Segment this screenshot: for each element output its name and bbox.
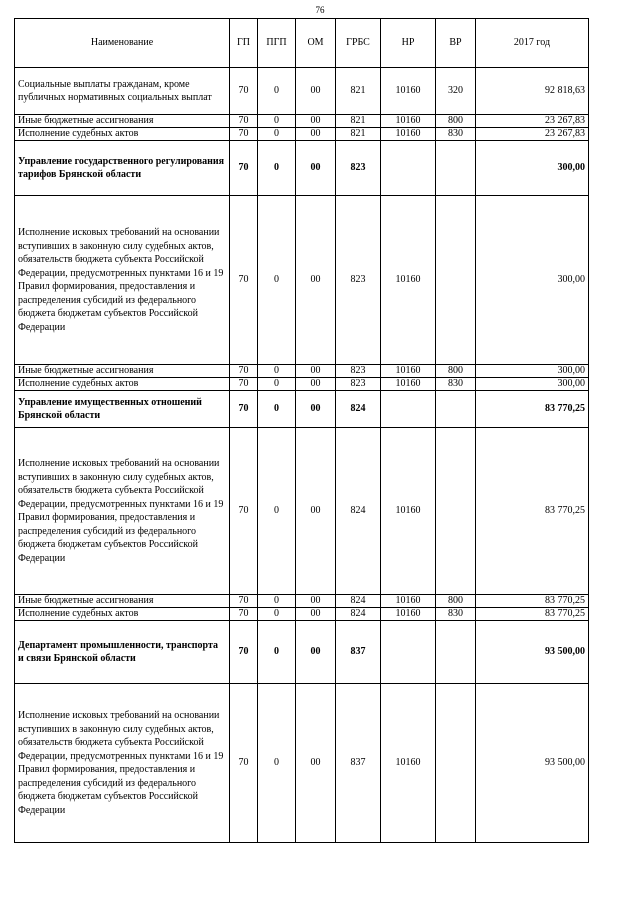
- cell-gp: 70: [230, 128, 258, 141]
- table-row: [15, 365, 589, 378]
- cell-name: Иные бюджетные ассигнования: [15, 365, 230, 378]
- cell-amount: 93 500,00: [476, 684, 589, 843]
- cell-gp: 70: [230, 115, 258, 128]
- cell-nr: 10160: [381, 68, 436, 115]
- header-name: Наименование: [15, 19, 230, 68]
- cell-vr: 830: [436, 608, 476, 621]
- cell-nr: [381, 391, 436, 428]
- table-row-section: [15, 621, 589, 684]
- table-row: [15, 378, 589, 391]
- cell-grbs: 824: [336, 428, 381, 595]
- header-om: ОМ: [296, 19, 336, 68]
- cell-amount: 83 770,25: [476, 608, 589, 621]
- cell-name: Департамент промышленности, транспорта и связи Брянской области: [15, 621, 230, 684]
- cell-amount: 92 818,63: [476, 68, 589, 115]
- cell-pgp: 0: [258, 196, 296, 365]
- cell-grbs: 824: [336, 595, 381, 608]
- cell-pgp: 0: [258, 608, 296, 621]
- cell-gp: 70: [230, 684, 258, 843]
- cell-om: 00: [296, 608, 336, 621]
- cell-grbs: 821: [336, 115, 381, 128]
- cell-pgp: 0: [258, 621, 296, 684]
- header-nr: НР: [381, 19, 436, 68]
- cell-nr: 10160: [381, 378, 436, 391]
- cell-grbs: 823: [336, 196, 381, 365]
- cell-amount: 83 770,25: [476, 391, 589, 428]
- cell-om: 00: [296, 365, 336, 378]
- cell-gp: 70: [230, 196, 258, 365]
- cell-name: Управление государственного регулирования тарифов Брянской области: [15, 141, 230, 196]
- cell-om: 00: [296, 196, 336, 365]
- cell-name: Иные бюджетные ассигнования: [15, 595, 230, 608]
- cell-gp: 70: [230, 141, 258, 196]
- header-year: 2017 год: [476, 19, 589, 68]
- table-row: [15, 595, 589, 608]
- cell-vr: 830: [436, 128, 476, 141]
- cell-amount: 300,00: [476, 378, 589, 391]
- header-pgp: ПГП: [258, 19, 296, 68]
- cell-vr: [436, 428, 476, 595]
- cell-nr: 10160: [381, 365, 436, 378]
- cell-gp: 70: [230, 68, 258, 115]
- table-row: [15, 115, 589, 128]
- cell-vr: [436, 141, 476, 196]
- cell-om: 00: [296, 68, 336, 115]
- cell-nr: 10160: [381, 115, 436, 128]
- cell-amount: 93 500,00: [476, 621, 589, 684]
- cell-om: 00: [296, 115, 336, 128]
- page-number: 76: [315, 5, 325, 15]
- cell-nr: [381, 141, 436, 196]
- cell-nr: 10160: [381, 684, 436, 843]
- cell-vr: [436, 391, 476, 428]
- cell-om: 00: [296, 684, 336, 843]
- cell-name: Иные бюджетные ассигнования: [15, 115, 230, 128]
- cell-gp: 70: [230, 378, 258, 391]
- cell-nr: 10160: [381, 428, 436, 595]
- cell-amount: 23 267,83: [476, 115, 589, 128]
- cell-nr: 10160: [381, 128, 436, 141]
- table-row: [15, 196, 589, 365]
- cell-name: Исполнение исковых требований на основании вступивших в законную силу судебных актов, обязательств бюджета субъекта Российской Федерации, предусмотренных пунктами 16 и 19 Правил формирования, предоставления и распределения субсидий из федерального бюджета бюджетам субъектов Российской Федерации: [15, 428, 230, 595]
- cell-om: 00: [296, 378, 336, 391]
- table-row: [15, 608, 589, 621]
- cell-name: Исполнение судебных актов: [15, 128, 230, 141]
- cell-vr: 830: [436, 378, 476, 391]
- table-row: [15, 428, 589, 595]
- cell-nr: 10160: [381, 608, 436, 621]
- header-grbs: ГРБС: [336, 19, 381, 68]
- cell-pgp: 0: [258, 428, 296, 595]
- cell-pgp: 0: [258, 115, 296, 128]
- cell-name: Исполнение судебных актов: [15, 378, 230, 391]
- table-row: [15, 128, 589, 141]
- budget-table: [14, 18, 589, 843]
- cell-gp: 70: [230, 365, 258, 378]
- cell-pgp: 0: [258, 391, 296, 428]
- cell-pgp: 0: [258, 595, 296, 608]
- cell-name: Исполнение исковых требований на основании вступивших в законную силу судебных актов, обязательств бюджета субъекта Российской Федерации, предусмотренных пунктами 16 и 19 Правил формирования, предоставления и распределения субсидий из федерального бюджета бюджетам субъектов Российской Федерации: [15, 684, 230, 843]
- cell-vr: 800: [436, 365, 476, 378]
- cell-amount: 83 770,25: [476, 428, 589, 595]
- cell-nr: 10160: [381, 196, 436, 365]
- cell-vr: 320: [436, 68, 476, 115]
- cell-gp: 70: [230, 608, 258, 621]
- cell-vr: 800: [436, 115, 476, 128]
- cell-pgp: 0: [258, 684, 296, 843]
- header-gp: ГП: [230, 19, 258, 68]
- cell-nr: [381, 621, 436, 684]
- cell-grbs: 824: [336, 608, 381, 621]
- cell-vr: 800: [436, 595, 476, 608]
- table-row-section: [15, 391, 589, 428]
- cell-om: 00: [296, 621, 336, 684]
- cell-om: 00: [296, 141, 336, 196]
- cell-grbs: 821: [336, 68, 381, 115]
- cell-om: 00: [296, 128, 336, 141]
- cell-name: Управление имущественных отношений Брянской области: [15, 391, 230, 428]
- cell-grbs: 823: [336, 141, 381, 196]
- cell-gp: 70: [230, 595, 258, 608]
- cell-grbs: 821: [336, 128, 381, 141]
- cell-vr: [436, 196, 476, 365]
- cell-pgp: 0: [258, 365, 296, 378]
- table-row: [15, 68, 589, 115]
- cell-grbs: 837: [336, 684, 381, 843]
- cell-gp: 70: [230, 391, 258, 428]
- cell-om: 00: [296, 595, 336, 608]
- cell-pgp: 0: [258, 378, 296, 391]
- cell-grbs: 823: [336, 365, 381, 378]
- cell-vr: [436, 621, 476, 684]
- cell-pgp: 0: [258, 68, 296, 115]
- cell-amount: 83 770,25: [476, 595, 589, 608]
- cell-pgp: 0: [258, 141, 296, 196]
- cell-name: Социальные выплаты гражданам, кроме публичных нормативных социальных выплат: [15, 68, 230, 115]
- cell-amount: 300,00: [476, 196, 589, 365]
- cell-amount: 300,00: [476, 141, 589, 196]
- cell-grbs: 823: [336, 378, 381, 391]
- cell-gp: 70: [230, 621, 258, 684]
- cell-name: Исполнение исковых требований на основании вступивших в законную силу судебных актов, обязательств бюджета субъекта Российской Федерации, предусмотренных пунктами 16 и 19 Правил формирования, предоставления и распределения субсидий из федерального бюджета бюджетам субъектов Российской Федерации: [15, 196, 230, 365]
- cell-vr: [436, 684, 476, 843]
- cell-om: 00: [296, 428, 336, 595]
- cell-om: 00: [296, 391, 336, 428]
- cell-grbs: 824: [336, 391, 381, 428]
- cell-gp: 70: [230, 428, 258, 595]
- table-header-row: [15, 19, 589, 68]
- table-row-section: [15, 141, 589, 196]
- cell-amount: 23 267,83: [476, 128, 589, 141]
- cell-name: Исполнение судебных актов: [15, 608, 230, 621]
- cell-amount: 300,00: [476, 365, 589, 378]
- header-vr: ВР: [436, 19, 476, 68]
- cell-pgp: 0: [258, 128, 296, 141]
- cell-nr: 10160: [381, 595, 436, 608]
- table-row: [15, 684, 589, 843]
- cell-grbs: 837: [336, 621, 381, 684]
